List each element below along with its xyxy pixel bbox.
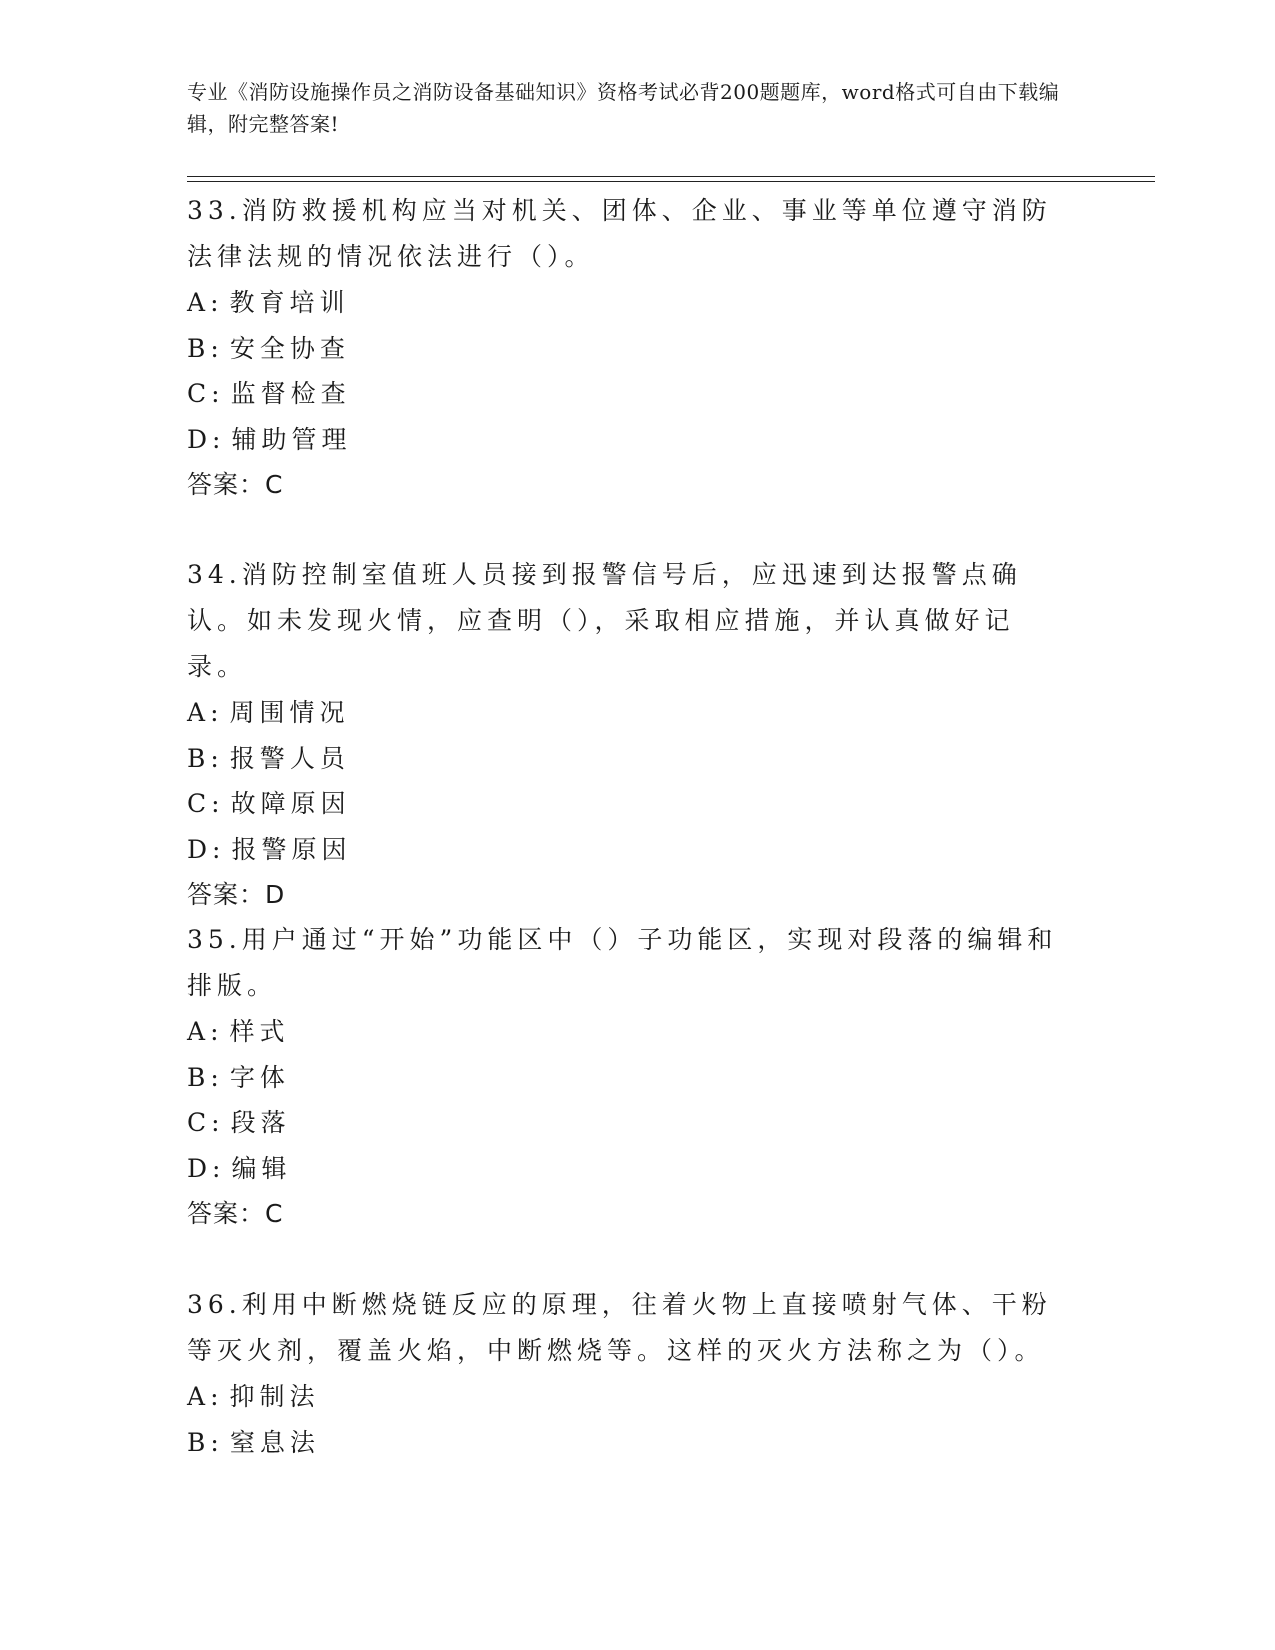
answer-line: 答案：C <box>187 1199 284 1228</box>
option-separator: : <box>210 333 224 363</box>
option-letter: C <box>187 1108 212 1137</box>
answer-line: 答案：C <box>187 470 284 499</box>
option-separator: : <box>212 424 226 454</box>
option-letter: A <box>187 1382 211 1411</box>
option-text: 安全协查 <box>229 333 350 363</box>
option-c <box>187 371 1067 417</box>
option-text: 窒息法 <box>229 1427 320 1457</box>
option-letter: B <box>187 1427 211 1457</box>
option-letter: A <box>187 698 211 727</box>
option-separator: : <box>210 1017 224 1046</box>
option-text: 教育培训 <box>229 288 350 317</box>
option-letter: D <box>187 424 213 454</box>
option-text: 周围情况 <box>229 698 350 727</box>
option-text: 抑制法 <box>229 1382 320 1411</box>
option-separator: : <box>210 743 224 773</box>
option-a <box>187 1009 1067 1055</box>
option-separator: : <box>211 379 225 408</box>
option-separator: : <box>210 698 224 727</box>
option-letter: B <box>187 333 211 363</box>
option-a <box>187 690 1067 736</box>
question-34 <box>187 552 1067 918</box>
question-stem: 36.利用中断燃烧链反应的原理，往着火物上直接喷射气体、干粉等灭火剂，覆盖火焰，中断燃烧等。这样的灭火方法称之为（）。 <box>187 1290 1052 1365</box>
option-letter: D <box>187 1153 213 1183</box>
option-separator: : <box>210 1382 224 1411</box>
option-text: 段落 <box>230 1108 291 1137</box>
question-stem: 35.用户通过“开始”功能区中（）子功能区，实现对段落的编辑和排版。 <box>187 925 1058 1000</box>
option-d <box>187 1146 1067 1192</box>
option-letter: A <box>187 288 211 317</box>
option-text: 报警人员 <box>229 743 350 773</box>
question-stem: 33.消防救援机构应当对机关、团体、企业、事业等单位遵守消防法律法规的情况依法进行（）。 <box>187 196 1052 271</box>
option-letter: C <box>187 379 212 408</box>
option-letter: D <box>187 834 213 864</box>
option-separator: : <box>210 1427 224 1457</box>
option-text: 故障原因 <box>230 789 351 818</box>
option-letter: B <box>187 743 211 773</box>
header-divider-bottom <box>187 181 1155 182</box>
header-divider-top <box>187 176 1155 177</box>
option-a <box>187 280 1067 326</box>
option-letter: A <box>187 1017 211 1046</box>
option-b <box>187 1420 1067 1466</box>
option-separator: : <box>211 789 225 818</box>
option-separator: : <box>210 1062 224 1092</box>
option-text: 报警原因 <box>231 834 352 864</box>
option-text: 编辑 <box>231 1153 292 1183</box>
question-35 <box>187 917 1067 1237</box>
option-text: 监督检查 <box>230 379 351 408</box>
option-b <box>187 1055 1067 1101</box>
question-stem: 34.消防控制室值班人员接到报警信号后，应迅速到达报警点确认。如未发现火情，应查明（），采取相应措施，并认真做好记录。 <box>187 560 1022 681</box>
option-separator: : <box>210 288 224 317</box>
option-a <box>187 1374 1067 1420</box>
option-text: 辅助管理 <box>231 424 352 454</box>
option-letter: C <box>187 789 212 818</box>
document-header: 专业《消防设施操作员之消防设备基础知识》资格考试必背200题题库，word格式可自由下载编辑，附完整答案! <box>187 80 1060 136</box>
question-33 <box>187 188 1067 508</box>
option-separator: : <box>212 834 226 864</box>
answer-line: 答案：D <box>187 880 286 909</box>
option-c <box>187 1100 1067 1146</box>
option-d <box>187 417 1067 463</box>
option-c <box>187 781 1067 827</box>
option-text: 样式 <box>229 1017 290 1046</box>
option-d <box>187 827 1067 873</box>
option-separator: : <box>212 1153 226 1183</box>
question-36 <box>187 1282 1067 1465</box>
option-text: 字体 <box>229 1062 290 1092</box>
option-letter: B <box>187 1062 211 1092</box>
option-b <box>187 736 1067 782</box>
option-b <box>187 326 1067 372</box>
option-separator: : <box>211 1108 225 1137</box>
